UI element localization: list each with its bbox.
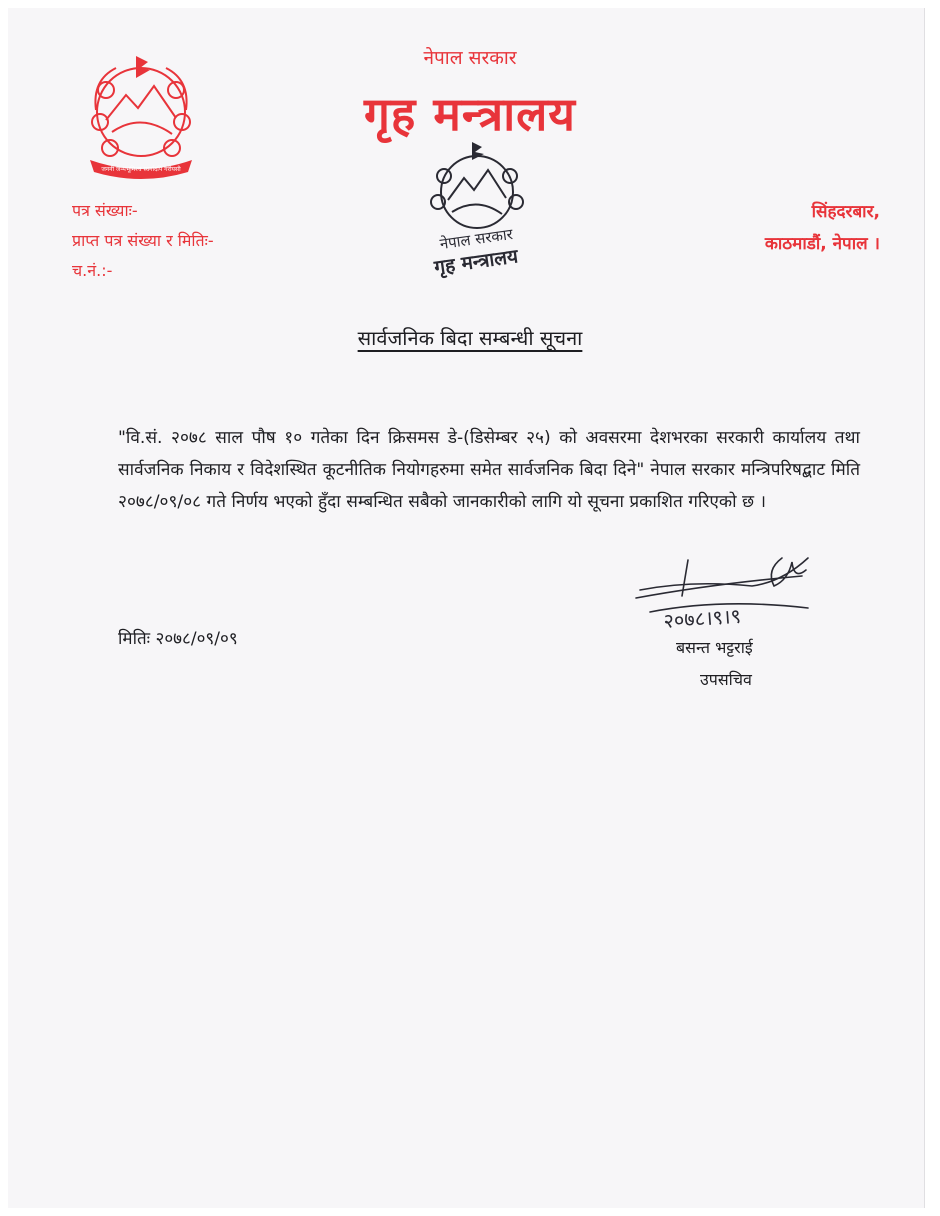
stamp-ministry-text: गृह मन्त्रालय xyxy=(432,245,520,279)
notice-subject xyxy=(0,324,940,351)
reference-block xyxy=(72,196,214,286)
notice-date: मितिः २०७८/०९/०९ xyxy=(118,629,238,649)
ministry-title: गृह मन्त्रालय xyxy=(364,87,576,141)
ministry-stamp-icon xyxy=(412,140,542,280)
signatory-title: उपसचिव xyxy=(700,670,752,689)
handwritten-date: २०७८।९।९ xyxy=(662,603,742,633)
stamp-govt-text: नेपाल सरकार xyxy=(438,225,514,254)
signatory-name: बसन्त भट्टराई xyxy=(676,638,753,657)
received-letter-label: प्राप्त पत्र संख्या र मितिः- xyxy=(72,231,214,250)
address-block xyxy=(765,196,880,260)
notice-subject-text: सार्वजनिक बिदा सम्बन्धी सूचना xyxy=(357,326,583,350)
address-line-1: सिंहदरबार, xyxy=(811,202,880,222)
address-line-2: काठमाडौं, नेपाल । xyxy=(764,234,880,254)
notice-body: "वि.सं. २०७८ साल पौष १० गतेका दिन क्रिसमस डे-(डिसेम्बर २५) को अवसरमा देशभरका सरकारी कार्यालय तथा सार्वजनिक निकाय र विदेशस्थित कूटनीतिक नियोगहरुमा समेत सार्वजनिक बिदा दिने" नेपाल सरकार मन्त्रिपरिषद्बाट मिति २०७८/०९/०८ गते निर्णय भएको हुँदा सम्बन्धित सबैको जानकारीको लागि यो सूचना प्रकाशित गरिएको छ । xyxy=(118,428,860,512)
letter-number-label: पत्र संख्याः- xyxy=(72,201,138,220)
emblem-ribbon-text: जननी जन्मभूमिश्च स्वर्गादपि गरीयसी xyxy=(101,166,181,173)
dispatch-number-label: च.नं.:- xyxy=(72,261,113,280)
government-title: नेपाल सरकार xyxy=(423,47,517,69)
handwritten-signature xyxy=(632,540,818,640)
